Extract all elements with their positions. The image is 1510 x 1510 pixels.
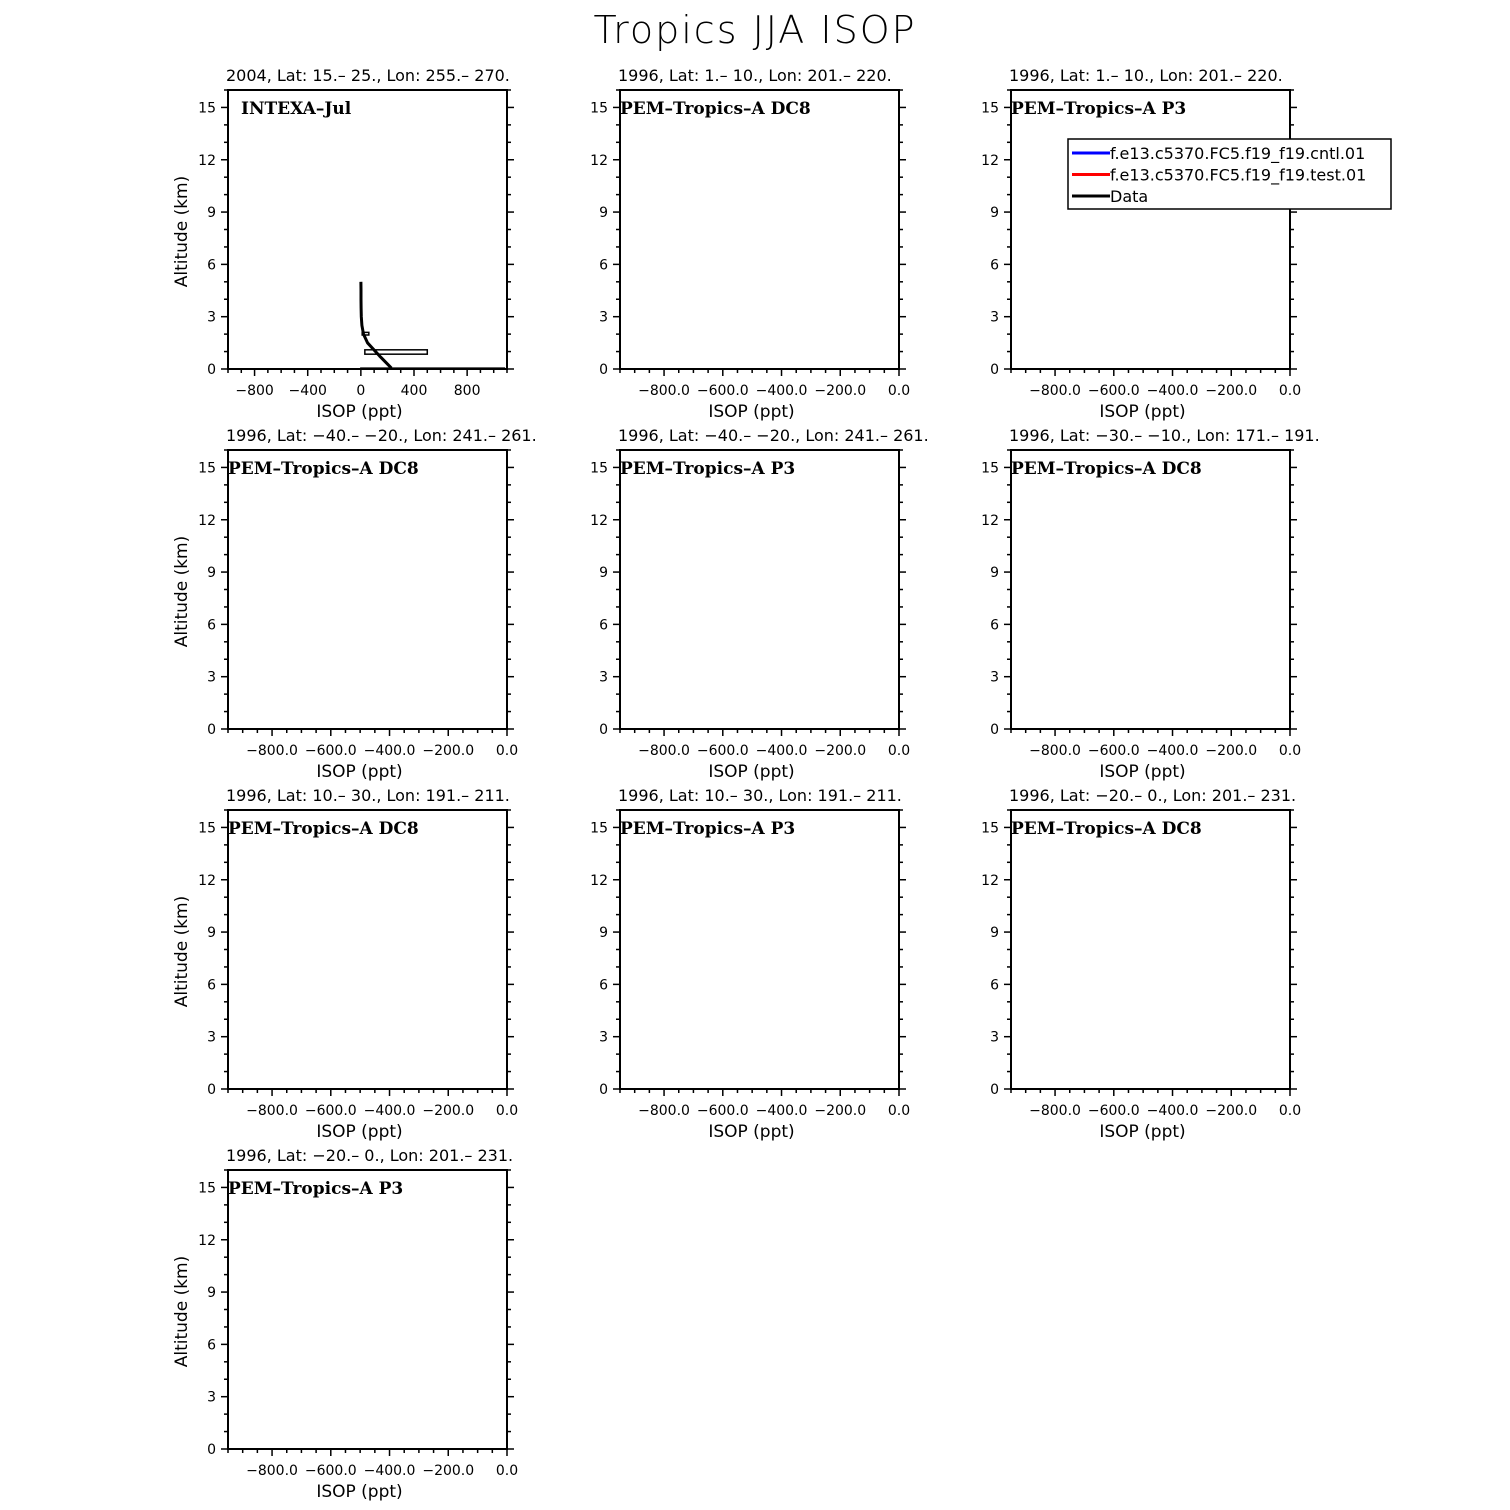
y-tick-label: 0 xyxy=(990,1082,999,1098)
y-tick-label: 9 xyxy=(207,205,216,222)
x-tick-label: −800 xyxy=(235,383,274,399)
panel-5 xyxy=(590,426,929,782)
panel-title: 1996, Lat: −40.– −20., Lon: 241.– 261. xyxy=(618,426,929,445)
x-tick-label: −600.0 xyxy=(304,1463,357,1479)
x-tick-label: 0.0 xyxy=(495,743,519,759)
y-tick-label: 12 xyxy=(981,872,999,889)
x-axis-label: ISOP (ppt) xyxy=(708,762,795,782)
campaign-label: INTEXA–Jul xyxy=(241,99,352,119)
x-tick-label: 0.0 xyxy=(495,1103,519,1119)
campaign-label: PEM–Tropics–A P3 xyxy=(1011,99,1187,119)
x-tick-label: −400.0 xyxy=(363,743,416,759)
y-axis-label: Altitude (km) xyxy=(172,1255,192,1368)
x-tick-label: −600.0 xyxy=(696,1103,749,1119)
x-tick-label: −800.0 xyxy=(1029,383,1081,399)
campaign-label: PEM–Tropics–A DC8 xyxy=(1011,819,1202,839)
y-tick-label: 3 xyxy=(599,309,608,326)
x-tick-label: −200.0 xyxy=(814,743,867,759)
plot-frame xyxy=(1011,450,1290,729)
panel-8 xyxy=(590,786,910,1142)
y-tick-label: 9 xyxy=(599,925,608,942)
y-tick-label: 12 xyxy=(590,152,608,169)
y-tick-label: 12 xyxy=(198,872,216,889)
panel-7 xyxy=(172,786,518,1142)
x-tick-label: 400 xyxy=(400,383,428,399)
panel-1 xyxy=(172,66,514,422)
y-tick-label: 3 xyxy=(599,669,608,686)
panel-3 xyxy=(981,66,1391,422)
panel-title: 2004, Lat: 15.– 25., Lon: 255.– 270. xyxy=(226,66,510,85)
y-tick-label: 9 xyxy=(599,205,608,222)
y-tick-label: 12 xyxy=(198,152,216,169)
x-axis-label: ISOP (ppt) xyxy=(1099,402,1186,422)
y-tick-label: 6 xyxy=(599,257,608,274)
y-tick-label: 6 xyxy=(990,977,999,994)
legend-label: f.e13.c5370.FC5.f19_f19.test.01 xyxy=(1110,165,1367,185)
campaign-label: PEM–Tropics–A P3 xyxy=(620,459,796,479)
x-tick-label: −800.0 xyxy=(246,743,298,759)
y-tick-label: 3 xyxy=(207,1389,216,1406)
x-tick-label: 0.0 xyxy=(495,1463,519,1479)
x-tick-label: −600.0 xyxy=(304,1103,357,1119)
y-tick-label: 12 xyxy=(198,512,216,529)
plot-frame xyxy=(1011,810,1290,1089)
x-axis-label: ISOP (ppt) xyxy=(1099,762,1186,782)
panel-9 xyxy=(981,786,1301,1142)
plot-frame xyxy=(1011,90,1290,369)
panel-title: 1996, Lat: 10.– 30., Lon: 191.– 211. xyxy=(226,786,510,805)
x-tick-label: 0.0 xyxy=(1278,1103,1302,1119)
panel-title: 1996, Lat: 1.– 10., Lon: 201.– 220. xyxy=(1009,66,1283,85)
y-tick-label: 6 xyxy=(207,617,216,634)
y-tick-label: 3 xyxy=(990,309,999,326)
y-axis-label: Altitude (km) xyxy=(172,175,192,288)
x-axis-label: ISOP (ppt) xyxy=(316,1122,403,1142)
y-tick-label: 0 xyxy=(990,722,999,738)
y-axis-label: Altitude (km) xyxy=(172,535,192,648)
plot-frame xyxy=(620,810,899,1089)
x-axis-label: ISOP (ppt) xyxy=(316,402,403,422)
y-tick-label: 15 xyxy=(981,460,999,477)
y-tick-label: 9 xyxy=(990,925,999,942)
x-axis-label: ISOP (ppt) xyxy=(708,402,795,422)
x-tick-label: 0.0 xyxy=(887,383,911,399)
y-tick-label: 9 xyxy=(990,565,999,582)
x-axis-label: ISOP (ppt) xyxy=(708,1122,795,1142)
x-tick-label: −800.0 xyxy=(246,1463,298,1479)
x-tick-label: −400.0 xyxy=(1146,1103,1199,1119)
x-tick-label: −800.0 xyxy=(246,1103,298,1119)
y-tick-label: 0 xyxy=(207,1442,216,1458)
y-tick-label: 9 xyxy=(207,925,216,942)
x-tick-label: −400.0 xyxy=(363,1103,416,1119)
panel-title: 1996, Lat: 10.– 30., Lon: 191.– 211. xyxy=(618,786,902,805)
panel-6 xyxy=(981,426,1320,782)
y-tick-label: 12 xyxy=(590,872,608,889)
x-tick-label: −400 xyxy=(288,383,327,399)
x-tick-label: −600.0 xyxy=(304,743,357,759)
campaign-label: PEM–Tropics–A DC8 xyxy=(228,819,419,839)
x-tick-label: −600.0 xyxy=(696,743,749,759)
x-tick-label: 0.0 xyxy=(887,1103,911,1119)
y-tick-label: 15 xyxy=(981,820,999,837)
panel-title: 1996, Lat: −20.– 0., Lon: 201.– 231. xyxy=(226,1146,514,1165)
x-tick-label: −200.0 xyxy=(422,1103,475,1119)
panel-title: 1996, Lat: 1.– 10., Lon: 201.– 220. xyxy=(618,66,892,85)
y-tick-label: 15 xyxy=(198,460,216,477)
y-tick-label: 6 xyxy=(990,257,999,274)
legend-label: f.e13.c5370.FC5.f19_f19.cntl.01 xyxy=(1110,144,1366,163)
x-tick-label: −600.0 xyxy=(1087,1103,1140,1119)
y-tick-label: 3 xyxy=(599,1029,608,1046)
panel-2 xyxy=(590,66,910,422)
legend-label: Data xyxy=(1110,187,1149,206)
x-tick-label: −200.0 xyxy=(422,1463,475,1479)
x-tick-label: 0.0 xyxy=(1278,743,1302,759)
figure-title: Tropics JJA ISOP xyxy=(593,8,917,52)
x-tick-label: −200.0 xyxy=(814,383,867,399)
y-tick-label: 12 xyxy=(198,1232,216,1249)
x-tick-label: −200.0 xyxy=(1205,383,1258,399)
x-tick-label: −800.0 xyxy=(638,383,690,399)
y-tick-label: 9 xyxy=(207,1285,216,1302)
campaign-label: PEM–Tropics–A P3 xyxy=(228,1179,404,1199)
campaign-label: PEM–Tropics–A P3 xyxy=(620,819,796,839)
panel-title: 1996, Lat: −40.– −20., Lon: 241.– 261. xyxy=(226,426,537,445)
x-tick-label: −200.0 xyxy=(1205,1103,1258,1119)
y-tick-label: 12 xyxy=(981,152,999,169)
x-tick-label: 0.0 xyxy=(1278,383,1302,399)
x-tick-label: −400.0 xyxy=(755,383,808,399)
y-tick-label: 9 xyxy=(599,565,608,582)
y-tick-label: 3 xyxy=(207,309,216,326)
x-tick-label: −400.0 xyxy=(755,1103,808,1119)
x-tick-label: 0 xyxy=(356,383,366,399)
x-tick-label: −800.0 xyxy=(638,743,690,759)
campaign-label: PEM–Tropics–A DC8 xyxy=(228,459,419,479)
x-tick-label: −400.0 xyxy=(1146,743,1199,759)
y-tick-label: 6 xyxy=(207,977,216,994)
y-tick-label: 3 xyxy=(207,669,216,686)
plot-frame xyxy=(228,90,507,369)
y-tick-label: 12 xyxy=(981,512,999,529)
x-tick-label: −800.0 xyxy=(1029,743,1081,759)
panel-4 xyxy=(172,426,537,782)
plot-frame xyxy=(620,90,899,369)
y-tick-label: 9 xyxy=(990,205,999,222)
x-tick-label: 800 xyxy=(453,383,481,399)
y-tick-label: 6 xyxy=(990,617,999,634)
y-axis-label: Altitude (km) xyxy=(172,895,192,1008)
y-tick-label: 12 xyxy=(590,512,608,529)
y-tick-label: 0 xyxy=(207,722,216,738)
plot-frame xyxy=(228,810,507,1089)
y-tick-label: 0 xyxy=(207,1082,216,1098)
plot-frame xyxy=(620,450,899,729)
x-tick-label: −800.0 xyxy=(638,1103,690,1119)
y-tick-label: 3 xyxy=(207,1029,216,1046)
y-tick-label: 15 xyxy=(590,100,608,117)
panel-title: 1996, Lat: −20.– 0., Lon: 201.– 231. xyxy=(1009,786,1297,805)
y-tick-label: 3 xyxy=(990,1029,999,1046)
campaign-label: PEM–Tropics–A DC8 xyxy=(1011,459,1202,479)
x-tick-label: 0.0 xyxy=(887,743,911,759)
y-tick-label: 6 xyxy=(599,977,608,994)
y-tick-label: 6 xyxy=(207,257,216,274)
x-tick-label: −600.0 xyxy=(1087,383,1140,399)
plot-frame xyxy=(228,1170,507,1449)
y-tick-label: 3 xyxy=(990,669,999,686)
x-tick-label: −800.0 xyxy=(1029,1103,1081,1119)
x-axis-label: ISOP (ppt) xyxy=(1099,1122,1186,1142)
y-tick-label: 15 xyxy=(590,460,608,477)
y-tick-label: 6 xyxy=(599,617,608,634)
series-line-data xyxy=(361,282,392,368)
x-tick-label: −600.0 xyxy=(1087,743,1140,759)
y-tick-label: 0 xyxy=(599,1082,608,1098)
panel-10 xyxy=(172,1146,518,1502)
y-tick-label: 15 xyxy=(590,820,608,837)
x-axis-label: ISOP (ppt) xyxy=(316,1482,403,1502)
y-tick-label: 0 xyxy=(599,362,608,378)
panel-title: 1996, Lat: −30.– −10., Lon: 171.– 191. xyxy=(1009,426,1320,445)
campaign-label: PEM–Tropics–A DC8 xyxy=(620,99,811,119)
y-tick-label: 15 xyxy=(981,100,999,117)
y-tick-label: 15 xyxy=(198,1180,216,1197)
y-tick-label: 6 xyxy=(207,1337,216,1354)
x-tick-label: −600.0 xyxy=(696,383,749,399)
x-tick-label: −200.0 xyxy=(1205,743,1258,759)
x-tick-label: −400.0 xyxy=(755,743,808,759)
y-tick-label: 9 xyxy=(207,565,216,582)
x-tick-label: −200.0 xyxy=(814,1103,867,1119)
x-tick-label: −400.0 xyxy=(363,1463,416,1479)
y-tick-label: 0 xyxy=(599,722,608,738)
x-tick-label: −400.0 xyxy=(1146,383,1199,399)
legend xyxy=(1068,139,1391,209)
data-range-box xyxy=(361,368,504,369)
x-axis-label: ISOP (ppt) xyxy=(316,762,403,782)
y-tick-label: 15 xyxy=(198,100,216,117)
y-tick-label: 15 xyxy=(198,820,216,837)
y-tick-label: 0 xyxy=(207,362,216,378)
y-tick-label: 0 xyxy=(990,362,999,378)
plot-frame xyxy=(228,450,507,729)
x-tick-label: −200.0 xyxy=(422,743,475,759)
